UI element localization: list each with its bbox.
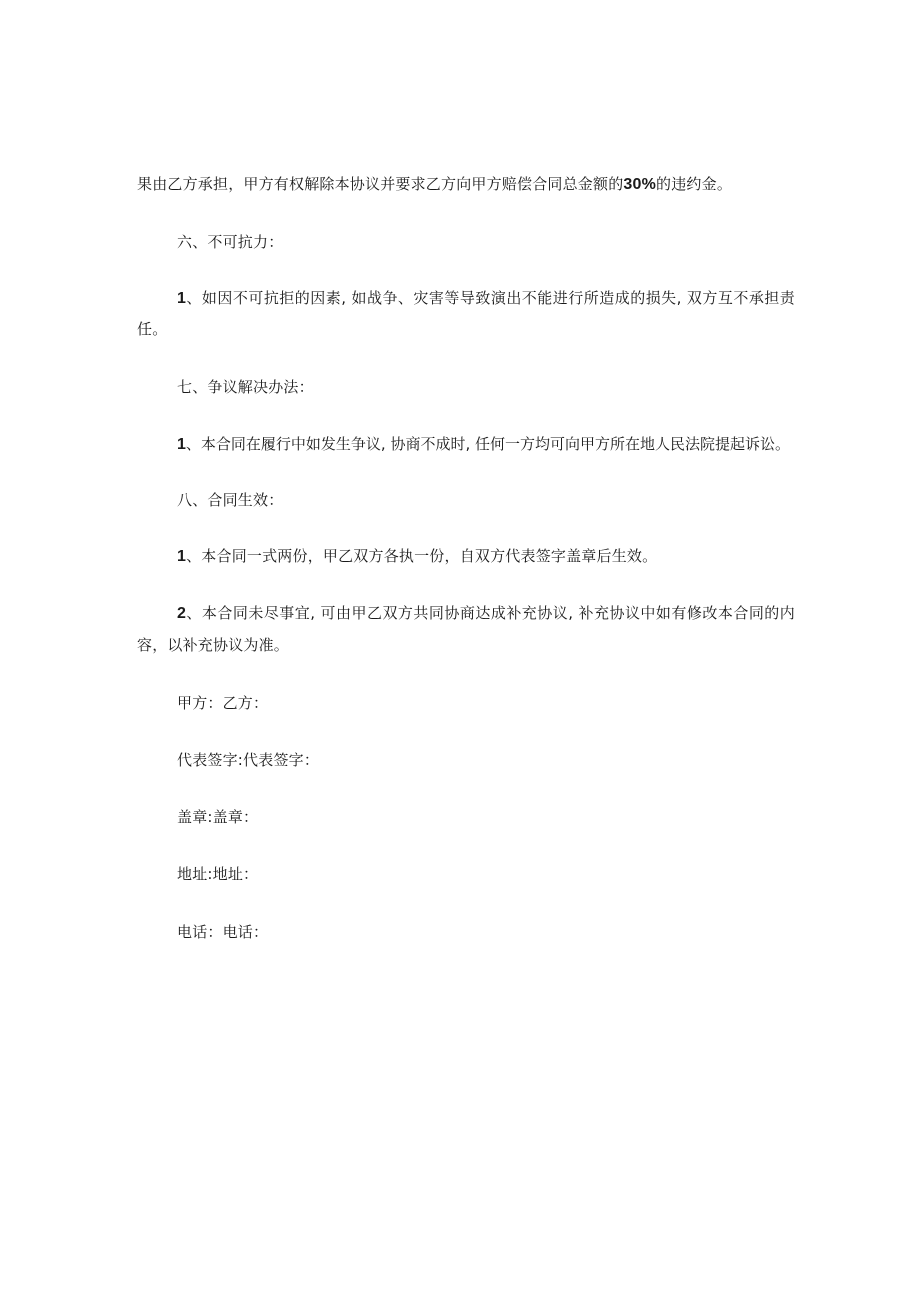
section-8-item-1 xyxy=(177,546,837,567)
signature-representative: 代表签字:代表签字： xyxy=(177,751,320,769)
signature-phone: 电话：电话： xyxy=(177,923,269,941)
section-8-item-2-line-1 xyxy=(177,603,795,624)
section-6-item-1-line-1 xyxy=(177,288,795,309)
item-text: 、本合同未尽事宜, 可由甲乙双方共同协商达成补充协议, 补充协议中如有修改本合同的内 xyxy=(186,604,795,622)
section-6-heading: 六、不可抗力： xyxy=(177,233,284,251)
item-text: 、如因不可抗拒的因素, 如战争、灾害等导致演出不能进行所造成的损失, 双方互不承担责 xyxy=(186,289,795,307)
item-number: 2 xyxy=(177,605,187,622)
penalty-clause-continuation xyxy=(137,174,797,195)
section-8-item-2-line-2: 容，以补充协议为准。 xyxy=(137,636,290,654)
section-6-item-1-line-2: 任。 xyxy=(137,320,168,338)
penalty-text-post: 的违约金。 xyxy=(656,175,733,193)
item-number: 1 xyxy=(177,548,187,565)
signature-seal: 盖章:盖章： xyxy=(177,808,259,826)
section-8-heading: 八、合同生效： xyxy=(177,491,284,509)
item-text: 、本合同一式两份，甲乙双方各执一份，自双方代表签字盖章后生效。 xyxy=(186,547,658,565)
penalty-percentage: 30% xyxy=(623,176,657,193)
item-number: 1 xyxy=(177,436,186,453)
section-7-heading: 七、争议解决办法： xyxy=(177,378,314,396)
item-text: 、本合同在履行中如发生争议, 协商不成时, 任何一方均可向甲方所在地人民法院提起诉讼。 xyxy=(185,435,790,453)
signature-address: 地址:地址： xyxy=(177,865,259,883)
signature-parties: 甲方：乙方： xyxy=(177,694,269,712)
section-7-item-1 xyxy=(177,434,837,455)
penalty-text-pre: 果由乙方承担，甲方有权解除本协议并要求乙方向甲方赔偿合同总金额的 xyxy=(137,175,624,193)
item-number: 1 xyxy=(177,290,187,307)
